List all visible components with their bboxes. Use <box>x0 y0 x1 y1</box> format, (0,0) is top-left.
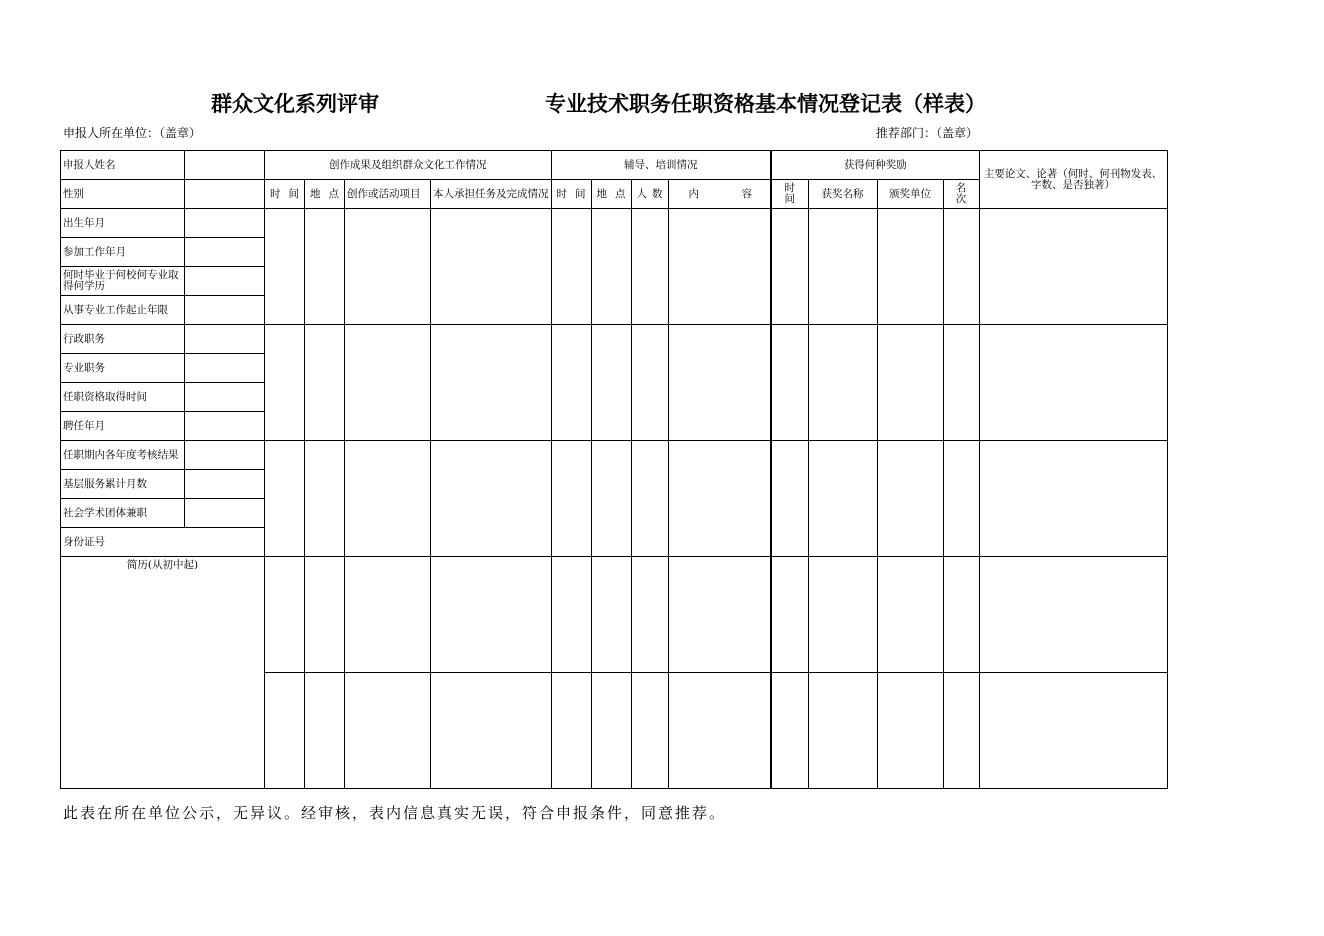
creation-group-header: 创作成果及组织群众文化工作情况 <box>265 151 552 180</box>
work-start-label: 参加工作年月 <box>61 238 185 267</box>
cell[interactable] <box>943 441 979 557</box>
grassroots-label: 基层服务累计月数 <box>61 470 185 499</box>
cell[interactable] <box>265 441 305 557</box>
cell[interactable] <box>431 209 552 325</box>
work-start-value[interactable] <box>185 238 265 267</box>
creation-project-header: 创作或活动项目 <box>345 180 431 209</box>
resume-label: 简历(从初中起) <box>61 557 265 789</box>
birth-value[interactable] <box>185 209 265 238</box>
cell[interactable] <box>771 441 808 557</box>
appoint-value[interactable] <box>185 412 265 441</box>
training-content-a: 内 <box>688 187 699 200</box>
cell[interactable] <box>877 325 943 441</box>
prof-years-label: 从事专业工作起止年限 <box>61 296 185 325</box>
cell[interactable] <box>668 441 771 557</box>
cell[interactable] <box>877 209 943 325</box>
cell[interactable] <box>943 209 979 325</box>
award-name-header: 获奖名称 <box>808 180 877 209</box>
cell[interactable] <box>431 325 552 441</box>
cell[interactable] <box>551 325 591 441</box>
training-place-b: 点 <box>615 187 626 200</box>
cell[interactable] <box>668 557 771 673</box>
cell[interactable] <box>431 557 552 673</box>
cell[interactable] <box>431 673 552 789</box>
cell[interactable] <box>265 325 305 441</box>
cell[interactable] <box>305 557 345 673</box>
cell[interactable] <box>591 557 631 673</box>
cell[interactable] <box>771 557 808 673</box>
cell[interactable] <box>668 673 771 789</box>
table-row <box>61 441 1168 470</box>
training-place-header <box>591 180 631 209</box>
training-place-a: 地 <box>596 187 607 200</box>
table-row <box>61 209 1168 238</box>
cell[interactable] <box>551 673 591 789</box>
name-label: 申报人姓名 <box>61 151 185 180</box>
cell[interactable] <box>265 209 305 325</box>
cell[interactable] <box>808 557 877 673</box>
cell[interactable] <box>345 209 431 325</box>
approval-statement: 此表在所在单位公示，无异议。经审核，表内信息真实无误，符合申报条件，同意推荐。 <box>63 804 727 822</box>
cell[interactable] <box>265 673 305 789</box>
cell[interactable] <box>305 673 345 789</box>
cell[interactable] <box>771 325 808 441</box>
cell[interactable] <box>808 209 877 325</box>
creation-place-b: 点 <box>328 187 339 200</box>
creation-time-header <box>265 180 305 209</box>
award-issuer-header: 颁奖单位 <box>877 180 943 209</box>
cell[interactable] <box>591 673 631 789</box>
training-content-header <box>668 180 771 209</box>
cell[interactable] <box>345 325 431 441</box>
society-label: 社会学术团体兼职 <box>61 499 185 528</box>
cell[interactable] <box>979 441 1167 557</box>
table-row <box>61 557 1168 673</box>
award-time-header: 时间 <box>771 180 808 209</box>
cell[interactable] <box>551 209 591 325</box>
cell[interactable] <box>345 673 431 789</box>
cell[interactable] <box>668 325 771 441</box>
cell[interactable] <box>345 557 431 673</box>
assessment-label: 任职期内各年度考核结果 <box>61 441 185 470</box>
cell[interactable] <box>305 209 345 325</box>
cell[interactable] <box>808 441 877 557</box>
cell[interactable] <box>631 325 668 441</box>
creation-time-b: 间 <box>288 187 299 200</box>
gender-value[interactable] <box>185 180 265 209</box>
prof-post-value[interactable] <box>185 354 265 383</box>
cell[interactable] <box>591 441 631 557</box>
cell[interactable] <box>943 325 979 441</box>
birth-label: 出生年月 <box>61 209 185 238</box>
cell[interactable] <box>877 441 943 557</box>
cell[interactable] <box>943 557 979 673</box>
cell[interactable] <box>877 557 943 673</box>
awards-group-header: 获得何种奖励 <box>771 151 979 180</box>
cell[interactable] <box>631 673 668 789</box>
cell[interactable] <box>808 325 877 441</box>
cell[interactable] <box>668 209 771 325</box>
cell[interactable] <box>808 673 877 789</box>
page-title: 专业技术职务任职资格基本情况登记表（样表） <box>545 91 986 116</box>
creation-place-a: 地 <box>310 187 321 200</box>
prof-years-value[interactable] <box>185 296 265 325</box>
assessment-value[interactable] <box>185 441 265 470</box>
cell[interactable] <box>265 557 305 673</box>
award-rank-header: 名次 <box>943 180 979 209</box>
cell[interactable] <box>631 557 668 673</box>
title-series: 群众文化系列评审 <box>211 91 379 116</box>
cell[interactable] <box>591 325 631 441</box>
qual-time-label: 任职资格取得时间 <box>61 383 185 412</box>
creation-place-header <box>305 180 345 209</box>
cell[interactable] <box>551 557 591 673</box>
cell[interactable] <box>431 441 552 557</box>
cell[interactable] <box>345 441 431 557</box>
id-number-label: 身份证号 <box>61 528 265 557</box>
cell[interactable] <box>305 441 345 557</box>
training-count-b: 数 <box>652 187 663 200</box>
training-count-header <box>631 180 668 209</box>
cell[interactable] <box>979 557 1167 673</box>
header-row-1 <box>61 151 1168 180</box>
cell[interactable] <box>591 209 631 325</box>
training-time-b: 间 <box>575 187 586 200</box>
cell[interactable] <box>979 673 1167 789</box>
admin-post-value[interactable] <box>185 325 265 354</box>
grassroots-value[interactable] <box>185 470 265 499</box>
training-content-b: 容 <box>741 187 752 200</box>
papers-header: 主要论文、论著（何时、何刊物发表、字数、是否独著） <box>979 151 1167 209</box>
cell[interactable] <box>551 441 591 557</box>
dept-label: 推荐部门：（盖章） <box>876 126 979 140</box>
admin-post-label: 行政职务 <box>61 325 185 354</box>
creation-time-a: 时 <box>270 187 281 200</box>
gender-label: 性别 <box>61 180 185 209</box>
cell[interactable] <box>631 209 668 325</box>
cell[interactable] <box>943 673 979 789</box>
registration-table <box>60 150 1168 789</box>
appoint-label: 聘任年月 <box>61 412 185 441</box>
cell[interactable] <box>305 325 345 441</box>
prof-post-label: 专业职务 <box>61 354 185 383</box>
education-label: 何时毕业于何校何专业取得何学历 <box>61 267 185 296</box>
cell[interactable] <box>877 673 943 789</box>
training-time-a: 时 <box>556 187 567 200</box>
cell[interactable] <box>979 325 1167 441</box>
cell[interactable] <box>771 673 808 789</box>
training-count-a: 人 <box>636 187 647 200</box>
education-value[interactable] <box>185 267 265 296</box>
training-time-header <box>551 180 591 209</box>
cell[interactable] <box>979 209 1167 325</box>
name-value[interactable] <box>185 151 265 180</box>
qual-time-value[interactable] <box>185 383 265 412</box>
training-group-header: 辅导、培训情况 <box>551 151 771 180</box>
table-row <box>61 325 1168 354</box>
cell[interactable] <box>631 441 668 557</box>
creation-task-header: 本人承担任务及完成情况 <box>431 180 552 209</box>
unit-label: 申报人所在单位：（盖章） <box>63 126 202 140</box>
society-value[interactable] <box>185 499 265 528</box>
cell[interactable] <box>771 209 808 325</box>
